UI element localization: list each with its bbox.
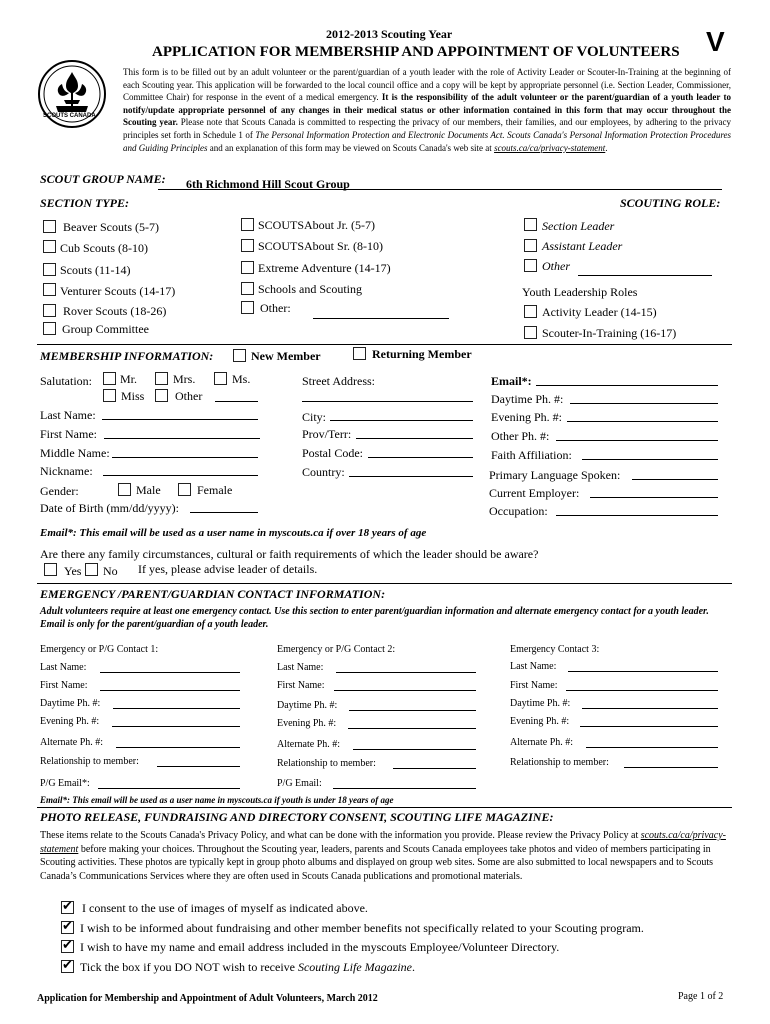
role-scouter-in-training: Scouter-In-Training (16-17): [542, 326, 677, 340]
c2-evening-label: Evening Ph. #:: [277, 718, 337, 729]
city-label: City:: [302, 410, 327, 424]
dob-label: Date of Birth (mm/dd/yyyy):: [40, 501, 179, 515]
emergency-label: EMERGENCY /PARENT/GUARDIAN CONTACT INFORMATION:: [40, 587, 386, 601]
checkbox-assistant-leader[interactable]: [524, 239, 537, 252]
checkbox-rover[interactable]: [43, 304, 56, 317]
c3-evening-field[interactable]: [580, 726, 718, 727]
option-schools-scouting: Schools and Scouting: [258, 282, 362, 296]
street-address-label: Street Address:: [302, 374, 375, 388]
language-field[interactable]: [632, 479, 718, 480]
option-beaver: Beaver Scouts (5-7): [63, 220, 159, 234]
postal-code-label: Postal Code:: [302, 446, 364, 460]
c1-alternate-label: Alternate Ph. #:: [40, 737, 104, 748]
dob-field[interactable]: [190, 512, 258, 513]
group-name-label: SCOUT GROUP NAME:: [40, 172, 166, 186]
sal-miss: Miss: [121, 389, 145, 403]
faith-field[interactable]: [582, 459, 718, 460]
membership-label: MEMBERSHIP INFORMATION:: [40, 349, 214, 363]
option-scouts: Scouts (11-14): [60, 263, 131, 277]
checkbox-miss[interactable]: [103, 389, 116, 402]
family-question: Are there any family circumstances, cultural or faith requirements of which the leader should be aware?: [40, 547, 539, 561]
sal-other: Other: [175, 389, 203, 403]
other-role-field[interactable]: [578, 275, 712, 276]
c3-alternate-field[interactable]: [586, 747, 718, 748]
checkbox-cub[interactable]: [43, 240, 56, 253]
email-label: Email*:: [491, 374, 532, 388]
c1-pg-email-field[interactable]: [98, 788, 240, 789]
c2-last-name-label: Last Name:: [277, 662, 324, 673]
daytime-ph-label: Daytime Ph. #:: [491, 392, 564, 406]
option-scoutsabout-sr: SCOUTSAbout Sr. (8-10): [258, 239, 384, 253]
if-yes-text: If yes, please advise leader of details.: [138, 562, 318, 576]
female-label: Female: [197, 483, 233, 497]
email-note: Email*: This email will be used as a user name in myscouts.ca if over 18 years of age: [40, 527, 427, 539]
consent-directory-label: I wish to have my name and email address included in the myscouts Employee/Volunteer Directory.: [80, 940, 560, 954]
male-label: Male: [136, 483, 161, 497]
c3-evening-label: Evening Ph. #:: [510, 716, 570, 727]
contact-3-title: Emergency Contact 3:: [510, 644, 600, 655]
occupation-field[interactable]: [556, 515, 718, 516]
form-letter: V: [706, 26, 725, 57]
c1-relationship-label: Relationship to member:: [40, 756, 139, 767]
middle-name-label: Middle Name:: [40, 446, 110, 460]
checkbox-beaver[interactable]: [43, 220, 56, 233]
c3-alternate-label: Alternate Ph. #:: [510, 737, 574, 748]
postal-code-field[interactable]: [368, 457, 473, 458]
checkbox-scouts[interactable]: [43, 263, 56, 276]
c3-first-name-label: First Name:: [510, 680, 558, 691]
c3-daytime-label: Daytime Ph. #:: [510, 698, 571, 709]
checkbox-schools-scouting[interactable]: [241, 282, 254, 295]
c1-first-name-field[interactable]: [100, 690, 240, 691]
language-label: Primary Language Spoken:: [489, 468, 621, 482]
checkbox-mr[interactable]: [103, 372, 116, 385]
role-assistant-leader: Assistant Leader: [542, 239, 623, 253]
sal-mrs: Mrs.: [173, 372, 196, 386]
page-title: APPLICATION FOR MEMBERSHIP AND APPOINTMENT OF VOLUNTEERS: [152, 44, 680, 60]
salutation-label: Salutation:: [40, 374, 92, 388]
checkbox-new-member[interactable]: [233, 349, 246, 362]
photo-release-label: PHOTO RELEASE, FUNDRAISING AND DIRECTORY CONSENT, SCOUTING LIFE MAGAZINE:: [40, 810, 554, 824]
scouting-role-label: SCOUTING ROLE:: [620, 196, 721, 210]
c2-alternate-label: Alternate Ph. #:: [277, 739, 341, 750]
c1-last-name-label: Last Name:: [40, 662, 87, 673]
privacy-link-2[interactable]: scouts.ca/ca/privacy-statement: [40, 830, 726, 855]
employer-label: Current Employer:: [489, 486, 580, 500]
country-label: Country:: [302, 465, 345, 479]
city-field[interactable]: [330, 420, 473, 421]
checkbox-group-committee[interactable]: [43, 322, 56, 335]
last-name-label: Last Name:: [40, 408, 96, 422]
returning-member-label: Returning Member: [372, 347, 472, 361]
emergency-note: Adult volunteers require at least one emergency contact. Use this section to enter parent/guardian information and alternate emergency contact for a youth leader. Email is only for the parent/guardian of a youth leader.: [40, 606, 709, 630]
c2-daytime-field[interactable]: [349, 710, 476, 711]
c1-last-name-field[interactable]: [100, 672, 240, 673]
consent-fundraising-label: I wish to be informed about fundraising and other member benefits not specifically related to your Scouting program.: [80, 921, 644, 935]
new-member-label: New Member: [251, 349, 321, 363]
nickname-field[interactable]: [103, 475, 258, 476]
faith-label: Faith Affiliation:: [491, 448, 572, 462]
c3-last-name-label: Last Name:: [510, 661, 557, 672]
intro-paragraph: This form is to be filled out by an adult volunteer or the parent/guardian of a youth leader with the role of Activity Leader or Scouter-In-Training at the beginning of each Scouting year. This application will be forwarded to the local council office and a copy will be kept by appropriate personnel (i.e. Section Leader, Commissioner, Committee Chair) for response in the event of a medical emergency. It is the responsibility of the adult volunteer or the parent/guardian of a youth leader to notify/update appropriate personnel of any changes in their medical status or other information contained in this form that may occur throughout the Scouting year. Please note that Scouts Canada is committed to respecting the privacy of our members, their families, and our employees, by adhering to the privacy principles set forth in Schedule 1 of The Personal Information Protection and Electronic Documents Act. Scouts Canada's Personal Information Protection Procedures and Guiding Principles and an explanation of this form may be viewed on Scouts Canada's web site at scouts.ca/ca/privacy-statement.: [123, 67, 731, 153]
checkbox-other-sal[interactable]: [155, 389, 168, 402]
c1-alternate-field[interactable]: [116, 747, 240, 748]
c1-pg-email-label: P/G Email*:: [40, 778, 90, 789]
checkbox-venturer[interactable]: [43, 283, 56, 296]
role-other: Other: [542, 259, 570, 273]
prov-label: Prov/Terr:: [302, 427, 352, 441]
logo-text: SCOUTS CANADA: [43, 113, 96, 119]
privacy-link[interactable]: scouts.ca/ca/privacy-statement: [494, 142, 606, 153]
checkbox-mrs[interactable]: [155, 372, 168, 385]
c2-relationship-field[interactable]: [393, 768, 476, 769]
gender-label: Gender:: [40, 484, 79, 498]
employer-field[interactable]: [590, 497, 718, 498]
checkbox-no-magazine[interactable]: [61, 960, 74, 973]
evening-ph-label: Evening Ph. #:: [491, 410, 562, 424]
role-section-leader: Section Leader: [542, 219, 615, 233]
checkbox-other-section[interactable]: [241, 301, 254, 314]
other-sal-field[interactable]: [215, 401, 258, 402]
option-extreme-adventure: Extreme Adventure (14-17): [258, 261, 391, 275]
checkbox-scoutsabout-sr[interactable]: [241, 239, 254, 252]
checkbox-male[interactable]: [118, 483, 131, 496]
c1-evening-label: Evening Ph. #:: [40, 716, 100, 727]
daytime-ph-field[interactable]: [570, 403, 718, 404]
footer-title: Application for Membership and Appointment of Adult Volunteers, March 2012: [37, 993, 378, 1004]
contact-2-title: Emergency or P/G Contact 2:: [277, 644, 396, 655]
youth-leadership-label: Youth Leadership Roles: [522, 285, 638, 299]
street-address-field[interactable]: [302, 401, 473, 402]
contact-1-title: Emergency or P/G Contact 1:: [40, 644, 159, 655]
checkbox-other-role[interactable]: [524, 259, 537, 272]
checkbox-extreme-adventure[interactable]: [241, 261, 254, 274]
c2-first-name-field[interactable]: [334, 690, 476, 691]
c3-first-name-field[interactable]: [566, 690, 718, 691]
c1-evening-field[interactable]: [112, 726, 240, 727]
option-group-committee: Group Committee: [62, 322, 149, 336]
occupation-label: Occupation:: [489, 504, 548, 518]
option-venturer: Venturer Scouts (14-17): [60, 284, 176, 298]
c2-pg-email-field[interactable]: [333, 788, 476, 789]
middle-name-field[interactable]: [112, 457, 258, 458]
c2-evening-field[interactable]: [348, 728, 476, 729]
scouting-year: 2012-2013 Scouting Year: [326, 27, 453, 41]
page-number: Page 1 of 2: [678, 991, 724, 1002]
checkbox-yes[interactable]: [44, 563, 57, 576]
c1-daytime-field[interactable]: [113, 708, 240, 709]
checkbox-returning-member[interactable]: [353, 347, 366, 360]
evening-ph-field[interactable]: [567, 421, 718, 422]
first-name-field[interactable]: [104, 438, 260, 439]
c1-relationship-field[interactable]: [157, 766, 240, 767]
photo-release-text: These items relate to the Scouts Canada's Privacy Policy, and what can be done with the information you provide. Please review the Privacy Policy at scouts.ca/ca/privacy-statement before making your choices. Throughout the Scouting year, leaders, parents and Scouts Canada employees take photos and video of members participating in Scouting activities. These photos are typically kept in group photo albums and displayed on group web sites. Some are also submitted to local newspapers and to Scouts Canada’s Communications Services where they are often used in Scouts Canada publications and promotional materials.: [40, 830, 726, 882]
c3-last-name-field[interactable]: [568, 671, 718, 672]
consent-images-label: I consent to the use of images of myself as indicated above.: [82, 901, 368, 915]
section-type-label: SECTION TYPE:: [40, 196, 130, 210]
first-name-label: First Name:: [40, 427, 97, 441]
c1-first-name-label: First Name:: [40, 680, 88, 691]
scouts-canada-logo: [36, 58, 108, 130]
checkbox-no[interactable]: [85, 563, 98, 576]
c2-last-name-field[interactable]: [336, 672, 476, 673]
other-ph-field[interactable]: [556, 440, 718, 441]
option-other-section: Other:: [260, 301, 291, 315]
checkbox-consent-images[interactable]: [61, 901, 74, 914]
c3-relationship-label: Relationship to member:: [510, 757, 609, 768]
pg-email-note: Email*: This email will be used as a user name in myscouts.ca if youth is under 18 years of age: [40, 795, 394, 805]
yes-label: Yes: [64, 564, 82, 578]
email-field[interactable]: [536, 385, 718, 386]
checkbox-scouter-in-training[interactable]: [524, 326, 537, 339]
checkbox-consent-directory[interactable]: [61, 940, 74, 953]
sal-ms: Ms.: [232, 372, 251, 386]
checkbox-section-leader[interactable]: [524, 218, 537, 231]
prov-field[interactable]: [356, 438, 473, 439]
c2-alternate-field[interactable]: [353, 749, 476, 750]
no-magazine-label: Tick the box if you DO NOT wish to receive Scouting Life Magazine.: [80, 960, 415, 974]
other-ph-label: Other Ph. #:: [491, 429, 550, 443]
checkbox-scoutsabout-jr[interactable]: [241, 218, 254, 231]
c3-relationship-field[interactable]: [624, 767, 718, 768]
checkbox-female[interactable]: [178, 483, 191, 496]
role-activity-leader: Activity Leader (14-15): [542, 305, 657, 319]
country-field[interactable]: [349, 476, 473, 477]
option-cub: Cub Scouts (8-10): [60, 241, 148, 255]
c2-relationship-label: Relationship to member:: [277, 758, 376, 769]
c2-pg-email-label: P/G Email:: [277, 778, 322, 789]
group-name-value[interactable]: 6th Richmond Hill Scout Group: [186, 177, 350, 191]
nickname-label: Nickname:: [40, 464, 93, 478]
checkbox-consent-fundraising[interactable]: [61, 921, 74, 934]
no-label: No: [103, 564, 118, 578]
last-name-field[interactable]: [102, 419, 258, 420]
other-section-field[interactable]: [313, 318, 449, 319]
sal-mr: Mr.: [120, 372, 138, 386]
c1-daytime-label: Daytime Ph. #:: [40, 698, 101, 709]
c2-daytime-label: Daytime Ph. #:: [277, 700, 338, 711]
c2-first-name-label: First Name:: [277, 680, 325, 691]
checkbox-activity-leader[interactable]: [524, 305, 537, 318]
checkbox-ms[interactable]: [214, 372, 227, 385]
option-rover: Rover Scouts (18-26): [63, 304, 167, 318]
c3-daytime-field[interactable]: [582, 708, 718, 709]
option-scoutsabout-jr: SCOUTSAbout Jr. (5-7): [258, 218, 376, 232]
